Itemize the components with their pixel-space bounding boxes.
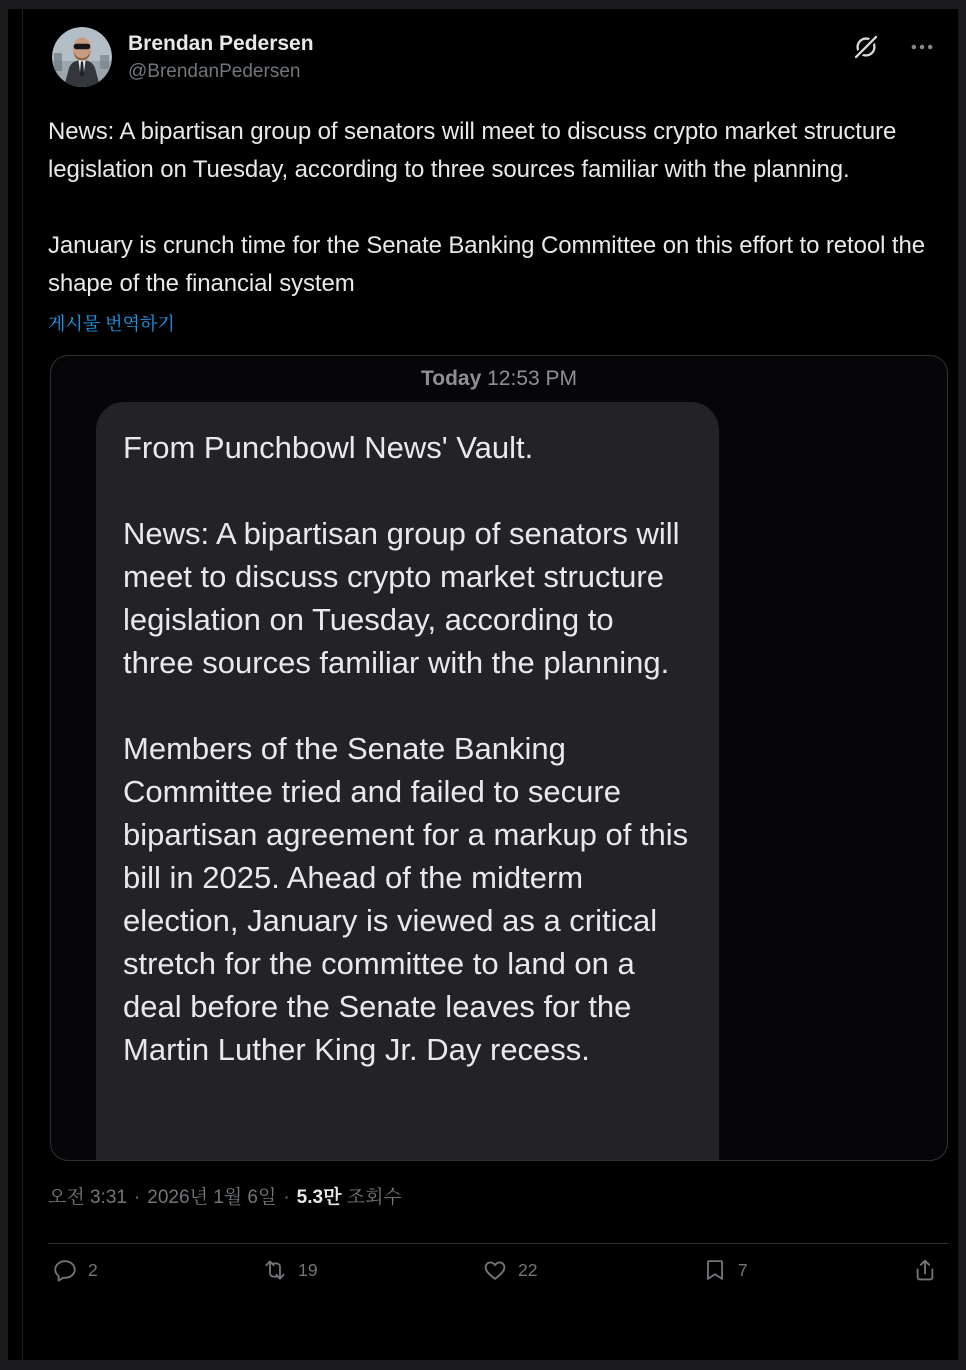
author-name[interactable]: Brendan Pedersen (128, 32, 314, 55)
grok-icon[interactable] (852, 33, 880, 61)
imessage-day-label: Today (420, 367, 482, 390)
repost-count: 19 (298, 1259, 318, 1280)
tweet-text (48, 113, 946, 303)
action-bar (52, 1244, 938, 1296)
meta-separator: · (283, 1187, 290, 1208)
author-handle[interactable]: @BrendanPedersen (128, 61, 301, 82)
tweet-paragraph-1: News: A bipartisan group of senators will meet to discuss crypto market structure legislation on Tuesday, according to three sources familiar with the planning. (48, 118, 897, 183)
views[interactable] (297, 1187, 402, 1208)
bookmark-button[interactable] (702, 1257, 748, 1283)
share-icon (912, 1257, 938, 1283)
tweet-header (52, 27, 940, 87)
imessage-bubble (96, 402, 719, 1160)
like-icon (482, 1257, 508, 1283)
imessage-timestamp (51, 365, 947, 392)
reply-button[interactable] (52, 1257, 98, 1283)
reply-icon (52, 1257, 78, 1283)
reply-count: 2 (88, 1259, 98, 1280)
bookmark-count: 7 (737, 1259, 748, 1280)
column-border (22, 9, 23, 1360)
attached-image-imessage-screenshot[interactable] (50, 355, 948, 1161)
views-label: 조회수 (346, 1187, 402, 1208)
bookmark-icon (702, 1257, 728, 1283)
message-paragraph-3: Members of the Senate Banking Committee tried and failed to secure bipartisan agreement for a markup of this bill in 2025. Ahead of the midterm election, January is viewed as a critical stretch for the committee to land on a deal before the Senate leaves for the Martin Luther King Jr. Day recess. (123, 731, 689, 1067)
header-actions (852, 27, 936, 61)
more-options-icon[interactable] (908, 33, 936, 61)
like-count: 22 (517, 1259, 538, 1280)
translate-post-link[interactable]: 게시물 번역하기 (48, 314, 175, 334)
tweet-meta (48, 1185, 944, 1210)
share-button[interactable] (912, 1257, 938, 1283)
views-count: 5.3만 (296, 1187, 342, 1208)
meta-separator: · (133, 1187, 141, 1208)
repost-button[interactable] (262, 1257, 317, 1283)
message-paragraph-2: News: A bipartisan group of senators will meet to discuss crypto market structure legislation on Tuesday, according to three sources familiar with the planning. (123, 516, 680, 680)
imessage-clock-label: 12:53 PM (487, 367, 578, 390)
tweet-detail-panel (8, 9, 958, 1360)
tweet-paragraph-2: January is crunch time for the Senate Banking Committee on this effort to retool the shape of the financial system (48, 232, 925, 297)
post-date: 2026년 1월 6일 (147, 1187, 277, 1208)
author-block (128, 27, 852, 84)
message-paragraph-1: From Punchbowl News' Vault. (123, 430, 534, 465)
like-button[interactable] (482, 1257, 537, 1283)
avatar[interactable] (52, 27, 112, 87)
repost-icon (262, 1257, 288, 1283)
post-time: 오전 3:31 (48, 1187, 127, 1208)
